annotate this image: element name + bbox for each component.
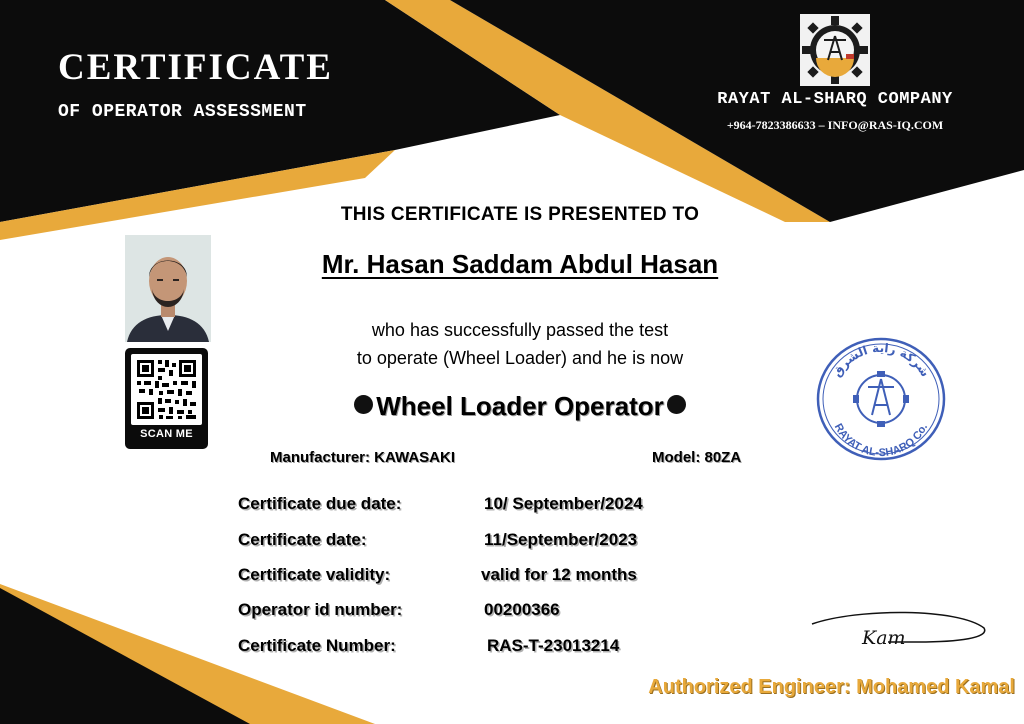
passed-line-2: to operate (Wheel Loader) and he is now <box>356 348 684 368</box>
certificate-title: CERTIFICATE <box>58 47 333 88</box>
qr-code-icon <box>131 354 202 425</box>
operator-role-text: Wheel Loader Operator <box>376 391 664 421</box>
certificate-number-value: RAS-T-23013214 <box>487 636 620 655</box>
stamp-english-text: RAYAT AL-SHARQ Co. <box>831 421 931 460</box>
recipient-name <box>230 249 810 280</box>
authorized-engineer: Authorized Engineer: Mohamed Kamal <box>648 676 1015 698</box>
company-stamp-icon <box>812 335 950 463</box>
operator-id-value: 00200366 <box>484 600 560 619</box>
qr-code[interactable] <box>125 348 208 449</box>
certificate-date-label: Certificate date: <box>238 530 367 549</box>
passed-statement <box>230 316 810 372</box>
recipient-name-text: Mr. Hasan Saddam Abdul Hasan <box>321 249 719 279</box>
svg-text:RAYAT AL-SHARQ Co. <box>832 422 930 459</box>
stamp-arabic-text: شركة راية الشرق <box>829 340 933 380</box>
scan-me-label: SCAN ME <box>140 428 193 440</box>
operator-photo-icon <box>125 235 211 342</box>
manufacturer: Manufacturer: KAWASAKI <box>270 449 456 466</box>
certificate-number-label: Certificate Number: <box>238 636 396 655</box>
due-date-label: Certificate due date: <box>238 494 402 513</box>
bullet-icon <box>667 395 686 414</box>
validity-value: valid for 12 months <box>481 565 637 584</box>
bullet-icon <box>354 395 373 414</box>
presented-to-heading: THIS CERTIFICATE IS PRESENTED TO <box>340 204 700 225</box>
due-date-value: 10/ September/2024 <box>484 494 643 513</box>
company-contact: +964-7823386633 – INFO@RAS-IQ.COM <box>726 118 944 132</box>
validity-label: Certificate validity: <box>238 565 391 584</box>
signature-text: Kam <box>862 627 906 649</box>
passed-line-1: who has successfully passed the test <box>371 320 669 340</box>
operator-id-label: Operator id number: <box>238 600 403 619</box>
company-logo-icon <box>800 14 870 86</box>
certificate-date-value: 11/September/2023 <box>484 530 638 549</box>
signature-icon <box>808 604 990 660</box>
model: Model: 80ZA <box>652 449 742 466</box>
company-name: RAYAT AL-SHARQ COMPANY <box>717 90 953 109</box>
operator-role <box>210 391 830 422</box>
certificate-subtitle: OF OPERATOR ASSESSMENT <box>58 102 307 122</box>
